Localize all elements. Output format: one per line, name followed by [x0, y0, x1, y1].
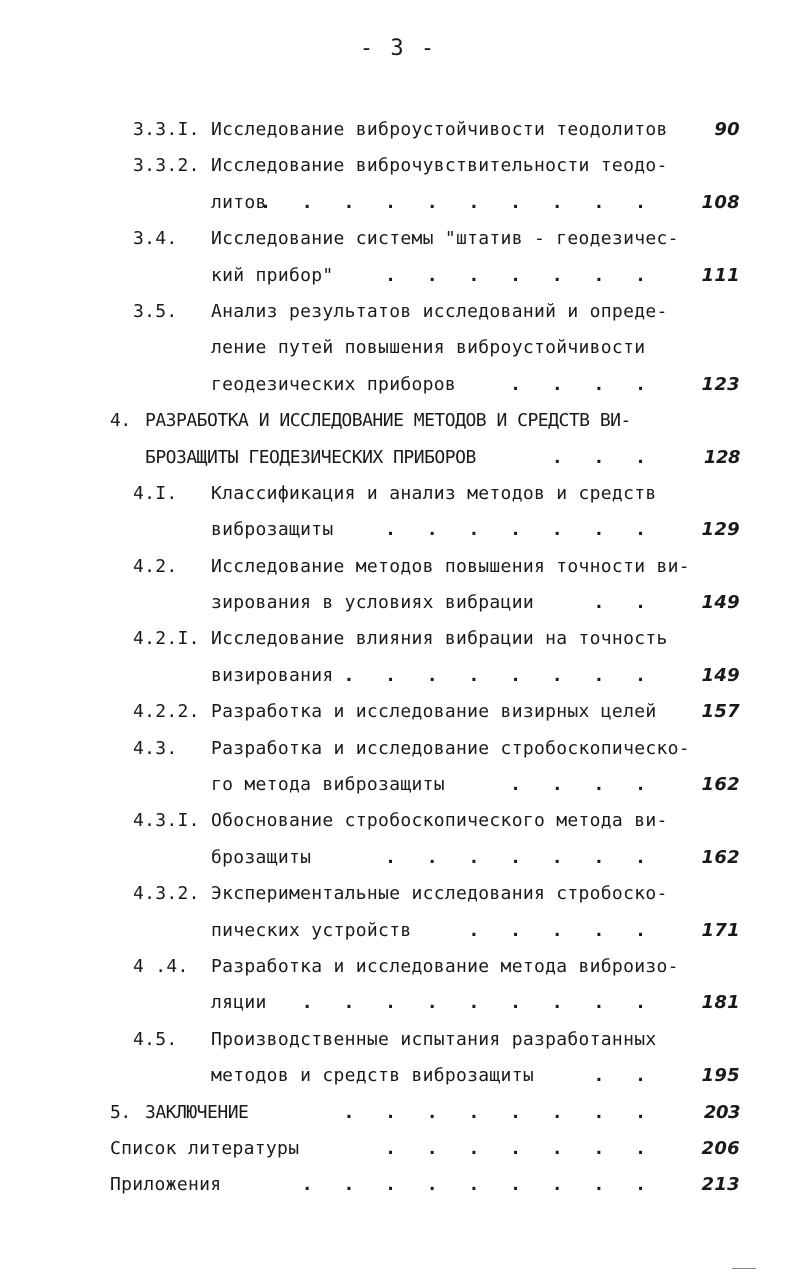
toc-entry-number: 5. [110, 1101, 131, 1123]
toc-leader-dots: . . . . . . . . . [301, 1174, 656, 1196]
toc-leader-dots: . . . . . . . . [343, 664, 656, 686]
toc-entry-page: 181 [701, 992, 740, 1014]
toc-leader-dots: . . . . . . . . . [301, 992, 656, 1014]
toc-leader-dots: . . [593, 1065, 656, 1087]
toc-entry [0, 876, 796, 949]
toc-entry-title: ЗАКЛЮЧЕНИЕ [145, 1101, 249, 1123]
toc-entry-title: Исследование виброчувствительности теодо- [211, 155, 668, 177]
toc-chapter-entry [0, 1095, 796, 1131]
toc-entry-page: 213 [701, 1174, 740, 1196]
toc-entry-title: Разработка и исследование стробоскопическо- [211, 737, 690, 759]
toc-entry-number: 4. [110, 410, 131, 432]
toc-leader-dots: . . . [551, 446, 656, 468]
toc-entry-title: Исследование влияния вибрации на точность [211, 628, 668, 650]
toc-entry-title: Приложения [110, 1174, 222, 1196]
toc-entry-number: 4.2.2. [133, 701, 200, 723]
toc-entry-page: 206 [701, 1137, 740, 1159]
table-of-contents [0, 112, 796, 1204]
toc-leader-dots: . . . . . . . . . . [260, 191, 656, 213]
toc-entry [0, 949, 796, 1022]
toc-entry-title-cont: кий прибор" [211, 264, 334, 286]
toc-entry [0, 221, 796, 294]
toc-leader-dots: . . . . [510, 373, 656, 395]
toc-entry-title-cont: методов и средств виброзащиты [211, 1065, 534, 1087]
toc-entry [0, 476, 796, 549]
toc-entry-number: 4 .4. [133, 955, 189, 977]
toc-entry-title: Анализ результатов исследований и опреде- [211, 300, 668, 322]
toc-entry-number: 4.3.I. [133, 810, 200, 832]
toc-entry-title: Обоснование стробоскопического метода ви- [211, 810, 668, 832]
toc-leader-dots: . . . . . . . . [343, 1101, 656, 1123]
toc-entry-number: 4.2. [133, 555, 178, 577]
scan-artifact [732, 1268, 756, 1269]
toc-entry-title: Исследование системы "штатив - геодезичес- [211, 228, 679, 250]
toc-leader-dots: . . . . . [468, 919, 656, 941]
toc-entry-title-cont: визирования [211, 664, 334, 686]
toc-entry-page: 162 [701, 774, 740, 796]
toc-leader-dots: . . . . . . . [385, 1137, 656, 1159]
toc-entry-title-cont: ление путей повышения виброустойчивости [211, 337, 646, 359]
toc-entry-title-cont: геодезических приборов [211, 373, 457, 395]
toc-entry [0, 1022, 796, 1095]
page-number: - 3 - [359, 36, 437, 61]
toc-entry [0, 803, 796, 876]
toc-entry-title-cont: литов [211, 191, 267, 213]
toc-entry-number: 3.5. [133, 300, 178, 322]
toc-entry-number: 4.3.2. [133, 883, 200, 905]
toc-chapter-entry [0, 403, 796, 476]
toc-entry-number: 4.I. [133, 482, 178, 504]
toc-entry [0, 621, 796, 694]
toc-entry-title-cont: ляции [211, 992, 267, 1014]
toc-entry-title-cont: брозащиты [211, 846, 312, 868]
toc-entry-page: 195 [701, 1065, 740, 1087]
toc-leader-dots: . . . . . . . [385, 519, 656, 541]
toc-entry-number: 4.2.I. [133, 628, 200, 650]
toc-entry-page: 108 [701, 191, 740, 213]
toc-entry [0, 112, 796, 148]
toc-entry-appendices [0, 1167, 796, 1203]
toc-entry-title: Разработка и исследование визирных целей [211, 701, 657, 723]
toc-leader-dots: . . . . [510, 774, 656, 796]
toc-entry-title: Производственные испытания разработанных [211, 1028, 657, 1050]
toc-entry-page: 157 [701, 701, 740, 723]
toc-entry-title-cont: пических устройств [211, 919, 412, 941]
toc-entry-page: 123 [701, 373, 740, 395]
toc-entry-title: Классификация и анализ методов и средств [211, 482, 657, 504]
toc-entry [0, 549, 796, 622]
toc-entry-page: 128 [703, 446, 740, 468]
toc-entry-page: 90 [714, 119, 740, 140]
toc-entry-title-cont: БРОЗАЩИТЫ ГЕОДЕЗИЧЕСКИХ ПРИБОРОВ [145, 446, 476, 468]
toc-entry-title: Экспериментальные исследования стробоско- [211, 883, 668, 905]
toc-entry-number: 3.3.2. [133, 155, 200, 177]
toc-entry-page: 149 [701, 592, 740, 614]
toc-entry-title: РАЗРАБОТКА И ИССЛЕДОВАНИЕ МЕТОДОВ И СРЕДСТВ ВИ- [145, 410, 631, 432]
toc-entry-page: 203 [703, 1101, 740, 1123]
toc-entry-title: Список литературы [110, 1137, 300, 1159]
toc-entry-page: 162 [701, 846, 740, 868]
toc-entry-number: 3.3.I. [133, 119, 200, 140]
toc-leader-dots: . . . . . . . [385, 846, 656, 868]
toc-entry-title-cont: зирования в условиях вибрации [211, 592, 534, 614]
toc-entry [0, 694, 796, 730]
toc-leader-dots: . . . . . . . [385, 264, 656, 286]
toc-entry-title: Исследование методов повышения точности ви- [211, 555, 690, 577]
toc-entry-title-cont: виброзащиты [211, 519, 334, 541]
toc-entry-title: Разработка и исследование метода виброизо- [211, 955, 679, 977]
toc-entry-page: 111 [701, 264, 740, 286]
toc-leader-dots: . . [593, 592, 656, 614]
toc-entry [0, 148, 796, 221]
toc-entry-title: Исследование виброустойчивости теодолитов [211, 119, 668, 140]
toc-entry-page: 129 [701, 519, 740, 541]
toc-entry-page: 171 [701, 919, 740, 941]
toc-entry-title-cont: го метода виброзащиты [211, 774, 445, 796]
toc-entry [0, 294, 796, 403]
toc-entry-number: 3.4. [133, 228, 178, 250]
toc-entry-page: 149 [701, 664, 740, 686]
toc-entry-number: 4.3. [133, 737, 178, 759]
toc-entry-references [0, 1131, 796, 1167]
toc-entry [0, 731, 796, 804]
toc-entry-number: 4.5. [133, 1028, 178, 1050]
